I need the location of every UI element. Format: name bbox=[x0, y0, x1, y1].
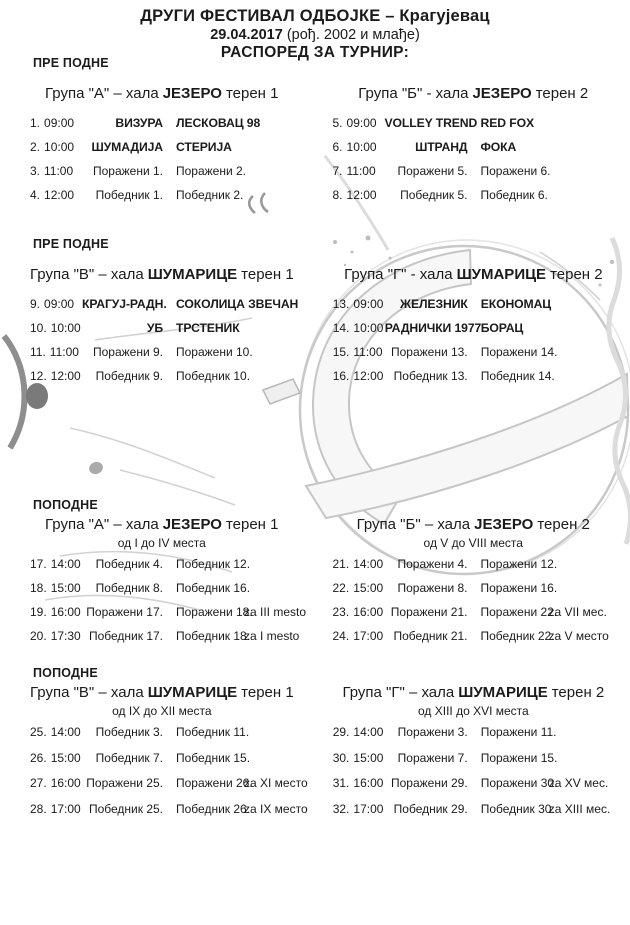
team-1: Победник 3. bbox=[95, 725, 163, 739]
group-title-post: терен 1 bbox=[241, 266, 294, 283]
team-1: Победник 25. bbox=[88, 801, 163, 816]
match-row bbox=[333, 629, 630, 653]
team-2: RED FOX bbox=[480, 116, 534, 130]
team-1: Поражени 25. bbox=[86, 776, 163, 790]
match-number: 10. bbox=[30, 321, 47, 335]
team-2: ЕКОНОМАЦ bbox=[480, 297, 552, 311]
match-row bbox=[333, 751, 630, 777]
match-time: 12:00 bbox=[353, 369, 384, 383]
hall-name: ШУМАРИЦЕ bbox=[147, 684, 238, 701]
hall-name: ЈЕЗЕРО bbox=[162, 85, 222, 102]
match-number: 27. bbox=[30, 776, 47, 790]
match-row bbox=[30, 116, 328, 140]
period-label: ПРЕ ПОДНЕ bbox=[33, 237, 109, 251]
team-1: Победник 8. bbox=[95, 581, 163, 595]
match-number: 17. bbox=[30, 557, 47, 571]
match-number: 7. bbox=[332, 164, 343, 178]
match-time: 11:00 bbox=[49, 345, 79, 359]
match-number: 19. bbox=[30, 605, 47, 619]
period-label: ПОПОДНЕ bbox=[33, 498, 98, 512]
match-row bbox=[30, 725, 328, 751]
match-row bbox=[333, 725, 630, 751]
match-number: 29. bbox=[332, 725, 350, 739]
group-title-pre: Група "Г" - хала bbox=[344, 266, 453, 283]
team-1: ЖЕЛЕЗНИК bbox=[400, 297, 468, 311]
hall-name: ШУМАРИЦЕ bbox=[147, 266, 238, 283]
team-2: Победник 10. bbox=[176, 369, 251, 383]
match-time: 10:00 bbox=[44, 140, 75, 154]
match-row bbox=[30, 629, 328, 653]
match-number: 2. bbox=[30, 140, 41, 154]
match-time: 11:00 bbox=[44, 164, 74, 178]
team-2: Победник 12. bbox=[176, 557, 251, 571]
group-title-pre: Група "Б" – хала bbox=[356, 516, 471, 533]
match-time: 09:00 bbox=[346, 116, 377, 130]
match-number: 6. bbox=[332, 140, 343, 154]
match-time: 15:00 bbox=[50, 750, 81, 765]
group-a-table bbox=[30, 84, 328, 212]
match-number: 28. bbox=[30, 801, 47, 816]
group-title-post: терен 2 bbox=[551, 684, 605, 701]
team-1: Поражени 1. bbox=[92, 164, 163, 178]
placement-note: za XIII мес. bbox=[548, 801, 611, 816]
team-2: Победник 15. bbox=[176, 750, 251, 765]
team-1: ВИЗУРА bbox=[115, 116, 163, 130]
match-number: 23. bbox=[332, 605, 350, 619]
team-2: Поражени 12. bbox=[480, 557, 558, 571]
match-time: 11:00 bbox=[346, 164, 376, 178]
group-title-post: терен 1 bbox=[241, 684, 294, 701]
group-v-final-table bbox=[30, 683, 328, 827]
match-row bbox=[30, 321, 328, 345]
match-time: 16:00 bbox=[50, 605, 81, 619]
tournament-date: 29.04.2017 bbox=[210, 27, 283, 43]
placement-range: од IX до XII места bbox=[112, 704, 212, 718]
hall-name: ЈЕЗЕРО bbox=[472, 85, 532, 102]
placement-note: za I mesto bbox=[244, 629, 300, 643]
match-row bbox=[30, 297, 328, 321]
group-title-pre: Група "А" – хала bbox=[45, 516, 159, 533]
match-row bbox=[30, 164, 328, 188]
match-row bbox=[30, 345, 328, 369]
group-title-pre: Група "Г" – хала bbox=[342, 684, 455, 701]
team-1: Победник 13. bbox=[393, 369, 468, 383]
morning-session-1 bbox=[0, 56, 630, 212]
team-1: Поражени 13. bbox=[391, 345, 468, 359]
group-title bbox=[30, 683, 328, 703]
match-number: 21. bbox=[332, 557, 350, 571]
team-1: Победник 1. bbox=[95, 188, 163, 202]
match-row bbox=[333, 116, 630, 140]
match-number: 16. bbox=[332, 369, 350, 383]
match-row bbox=[333, 802, 630, 828]
team-1: Поражени 8. bbox=[397, 581, 468, 595]
match-time: 10:00 bbox=[353, 321, 384, 335]
group-g-final-table bbox=[333, 683, 630, 827]
placement-note: za XV мес. bbox=[548, 776, 609, 790]
afternoon-session-2 bbox=[0, 666, 630, 827]
age-note: (рођ. 2002 и млађе) bbox=[286, 27, 420, 43]
team-2: ТРСТЕНИК bbox=[176, 321, 240, 335]
hall-name: ШУМАРИЦЕ bbox=[458, 684, 548, 701]
match-number: 26. bbox=[30, 750, 47, 765]
team-1: Победник 29. bbox=[393, 801, 468, 816]
team-1: Поражени 9. bbox=[92, 345, 163, 359]
team-2: Поражени 2. bbox=[176, 164, 247, 178]
team-2: Поражени 30. bbox=[480, 776, 558, 790]
match-row bbox=[333, 345, 630, 369]
match-time: 12:00 bbox=[346, 188, 377, 202]
match-number: 1. bbox=[30, 116, 41, 130]
team-1: Поражени 3. bbox=[397, 725, 468, 739]
team-2: Поражени 6. bbox=[480, 164, 551, 178]
team-2: Поражени 15. bbox=[480, 750, 558, 765]
team-1: Победник 9. bbox=[95, 369, 163, 383]
match-row bbox=[30, 751, 328, 777]
document-header bbox=[0, 0, 630, 62]
match-time: 15:00 bbox=[353, 581, 384, 595]
match-time: 12:00 bbox=[50, 369, 81, 383]
team-1: Победник 4. bbox=[95, 557, 163, 571]
team-2: Победник 16. bbox=[176, 581, 251, 595]
team-2: СОКОЛИЦА ЗВЕЧАН bbox=[176, 297, 299, 311]
match-time: 17:30 bbox=[50, 629, 81, 643]
match-number: 5. bbox=[332, 116, 343, 130]
team-1: VOLLEY TREND bbox=[384, 116, 478, 130]
match-row bbox=[30, 188, 328, 212]
match-time: 14:00 bbox=[353, 557, 384, 571]
team-1: Победник 17. bbox=[88, 629, 163, 643]
match-row bbox=[30, 557, 328, 581]
group-title-pre: Група "А" – хала bbox=[45, 85, 159, 102]
group-a-final-table bbox=[30, 515, 328, 653]
placement-range: од I до IV места bbox=[117, 536, 206, 550]
match-row bbox=[333, 581, 630, 605]
team-1: Поражени 21. bbox=[390, 605, 468, 619]
afternoon-session-1 bbox=[0, 498, 630, 653]
match-number: 9. bbox=[30, 297, 41, 311]
team-2: ЛЕСКОВАЦ 98 bbox=[176, 116, 261, 130]
placement-note: za III mesto bbox=[244, 605, 307, 619]
team-1: ШТРАНД bbox=[415, 140, 468, 154]
match-row bbox=[333, 321, 630, 345]
group-title bbox=[333, 84, 630, 104]
match-time: 14:00 bbox=[353, 725, 384, 739]
period-label: ПРЕ ПОДНЕ bbox=[33, 56, 109, 70]
match-time: 11:00 bbox=[353, 345, 383, 359]
match-time: 10:00 bbox=[346, 140, 377, 154]
match-number: 14. bbox=[332, 321, 350, 335]
match-time: 14:00 bbox=[50, 557, 81, 571]
match-number: 15. bbox=[332, 345, 350, 359]
team-2: Победник 22. bbox=[480, 629, 555, 643]
group-title bbox=[333, 683, 630, 703]
match-row bbox=[30, 369, 328, 393]
group-title-post: терен 2 bbox=[537, 516, 590, 533]
team-2: СТЕРИЈА bbox=[176, 140, 232, 154]
group-b-table bbox=[333, 84, 630, 212]
hall-name: ЈЕЗЕРО bbox=[162, 516, 222, 533]
team-1: Поражени 4. bbox=[397, 557, 468, 571]
match-number: 30. bbox=[332, 750, 350, 765]
match-row bbox=[333, 369, 630, 393]
placement-note: za IX место bbox=[244, 801, 308, 816]
team-2: Поражени 26. bbox=[176, 776, 253, 790]
team-2: ФОКА bbox=[480, 140, 517, 154]
match-number: 32. bbox=[332, 801, 350, 816]
team-2: Победник 11. bbox=[176, 725, 250, 739]
placement-note: za VII мес. bbox=[548, 605, 607, 619]
team-2: Победник 6. bbox=[480, 188, 548, 202]
match-row bbox=[30, 140, 328, 164]
team-1: ШУМАДИЈА bbox=[91, 140, 163, 154]
match-time: 16:00 bbox=[50, 776, 81, 790]
team-2: Победник 30. bbox=[480, 801, 555, 816]
match-row bbox=[333, 140, 630, 164]
match-time: 16:00 bbox=[353, 776, 384, 790]
team-2: Победник 26. bbox=[176, 801, 251, 816]
group-title bbox=[30, 515, 328, 535]
match-number: 22. bbox=[332, 581, 350, 595]
team-1: Поражени 29. bbox=[391, 776, 468, 790]
match-time: 17:00 bbox=[353, 801, 384, 816]
group-title-pre: Група "В" – хала bbox=[30, 266, 144, 283]
match-time: 09:00 bbox=[44, 116, 75, 130]
team-2: Поражени 14. bbox=[480, 345, 558, 359]
team-2: Победник 2. bbox=[176, 188, 244, 202]
team-1: РАДНИЧКИ 1977 bbox=[384, 321, 482, 335]
group-title bbox=[333, 515, 630, 535]
team-2: Поражени 22. bbox=[480, 605, 558, 619]
group-title-post: терен 2 bbox=[550, 266, 603, 283]
match-row bbox=[30, 802, 328, 828]
match-time: 09:00 bbox=[353, 297, 384, 311]
match-number: 13. bbox=[332, 297, 350, 311]
group-b-final-table bbox=[333, 515, 630, 653]
match-number: 20. bbox=[30, 629, 47, 643]
group-title bbox=[30, 265, 328, 285]
placement-note: za XI место bbox=[244, 776, 308, 790]
team-2: БОРАЦ bbox=[480, 321, 524, 335]
date-line bbox=[0, 27, 630, 43]
group-title-post: терен 2 bbox=[535, 85, 589, 102]
match-number: 18. bbox=[30, 581, 47, 595]
team-1: Поражени 7. bbox=[397, 750, 468, 765]
group-title-post: терен 1 bbox=[225, 516, 279, 533]
group-title bbox=[30, 84, 328, 104]
hall-name: ЈЕЗЕРО bbox=[474, 516, 534, 533]
group-title-post: терен 1 bbox=[225, 85, 279, 102]
match-number: 24. bbox=[332, 629, 350, 643]
team-2: Победник 18. bbox=[176, 629, 251, 643]
team-1: Победник 5. bbox=[400, 188, 468, 202]
match-time: 16:00 bbox=[353, 605, 384, 619]
match-row bbox=[30, 605, 328, 629]
match-number: 4. bbox=[30, 188, 41, 202]
team-2: Поражени 18. bbox=[176, 605, 253, 619]
period-label: ПОПОДНЕ bbox=[33, 666, 98, 680]
match-row bbox=[333, 297, 630, 321]
group-title-pre: Група "Б" - хала bbox=[358, 85, 469, 102]
team-2: Поражени 11. bbox=[480, 725, 557, 739]
placement-range: од XIII до XVI места bbox=[417, 704, 529, 718]
match-time: 15:00 bbox=[353, 750, 384, 765]
team-1: Поражени 5. bbox=[397, 164, 468, 178]
morning-session-2 bbox=[0, 237, 630, 393]
match-time: 09:00 bbox=[44, 297, 75, 311]
group-title bbox=[333, 265, 630, 285]
match-time: 12:00 bbox=[44, 188, 75, 202]
placement-note: za V место bbox=[548, 629, 609, 643]
match-time: 14:00 bbox=[50, 725, 81, 739]
team-1: Победник 7. bbox=[95, 750, 163, 765]
match-time: 10:00 bbox=[50, 321, 81, 335]
team-2: Поражени 10. bbox=[176, 345, 253, 359]
team-1: Поражени 17. bbox=[86, 605, 163, 619]
team-1: КРАГУЈ-РАДН. bbox=[82, 297, 167, 311]
match-time: 17:00 bbox=[50, 801, 81, 816]
match-row bbox=[333, 776, 630, 802]
group-v-table bbox=[30, 265, 328, 393]
schedule-subtitle: РАСПОРЕД ЗА ТУРНИР: bbox=[220, 44, 410, 61]
match-row bbox=[333, 164, 630, 188]
match-row bbox=[30, 776, 328, 802]
placement-range: од V до VIII места bbox=[423, 536, 523, 550]
tournament-title: ДРУГИ ФЕСТИВАЛ ОДБОЈКЕ – Крагујевац bbox=[140, 7, 490, 25]
match-time: 17:00 bbox=[353, 629, 384, 643]
match-number: 12. bbox=[30, 369, 47, 383]
match-row bbox=[333, 188, 630, 212]
match-time: 15:00 bbox=[50, 581, 81, 595]
team-1: УБ bbox=[146, 321, 163, 335]
team-1: Победник 21. bbox=[393, 629, 468, 643]
match-row bbox=[333, 557, 630, 581]
team-2: Поражени 16. bbox=[480, 581, 558, 595]
match-number: 11. bbox=[30, 345, 46, 359]
match-number: 31. bbox=[332, 776, 350, 790]
match-number: 3. bbox=[30, 164, 41, 178]
team-2: Победник 14. bbox=[480, 369, 555, 383]
match-number: 25. bbox=[30, 725, 47, 739]
hall-name: ШУМАРИЦЕ bbox=[456, 266, 547, 283]
match-number: 8. bbox=[332, 188, 343, 202]
match-row bbox=[333, 605, 630, 629]
match-row bbox=[30, 581, 328, 605]
group-g-table bbox=[333, 265, 630, 393]
group-title-pre: Група "В" – хала bbox=[30, 684, 144, 701]
